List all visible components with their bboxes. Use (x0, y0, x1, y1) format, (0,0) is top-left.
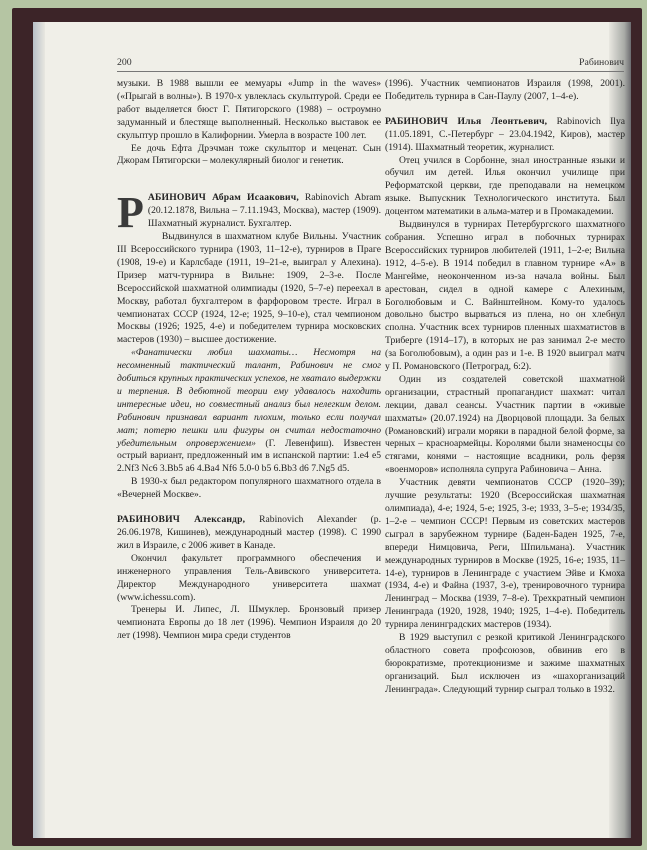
entry-paragraph: Тренеры И. Липес, Л. Шмуклер. Бронзовый призер чемпионата Европы до 18 лет (1996). Чемпион Израиля до 20 лет (1998). Чемпион мира среди студентов (117, 604, 381, 642)
entry-paragraph: Участник девяти чемпионатов СССР (1920–39); лучшие результаты: 1920 (Всероссийская шахматная олимпиада), 4-е; 1924, 5-е; 1925, 3-е; 1933, 3–5-е; 1934/35, 1–2-е – чемпион СССР! Первым из советских мастеров сыграл в зарубежном турнире (Баден-Баден 1925, 7-е, впереди Нимцовича, Реги, Шпильмана). Участник международных турниров в Москве (1925, 16-е; 1935, 11–14-е), турниров в Ленинграде с участием Эйве и Кмоха (1934, 4-е) и Файна (1937, 3-е), тренировочного турнира Ленинград – Москва (1939, 7–8-е). Трехкратный чемпион Ленинграда (1920, 1928, 1940; 1925, 1–4-е). Победитель турнира ленинградских мастеров (1934). (385, 477, 625, 631)
entry-lead: Rabinovich Ilya (11.05.1891, С.-Петербург – 23.04.1942, Киров), мастер (1914). Шахматный теоретик, журналист. (385, 115, 625, 153)
entry-quote: «Фанатически любил шахматы… Несмотря на несомненный тактический талант, Рабинович не смог добиться крупных практических успехов, не хватало выдержки и терпения. В дебютной теории ему удавалось находить интересные идеи, но совместный анализ был нелегким делом. Рабинович признавал вариант плохим, только если получал мат; потерю пешки или фигуры он считал недостаточно убедительным опровержением» (117, 347, 381, 449)
entry-alexander-rabinovich (117, 514, 381, 643)
entry-ilya-rabinovich (385, 116, 625, 697)
drop-cap: Р (117, 188, 144, 238)
entry-lead: Rabinovich Abram (20.12.1878, Вильна – 7.11.1943, Москва), мастер (1909). Шахматный журналист. Бухгалтер. (147, 192, 382, 230)
page-number: 200 (117, 57, 132, 68)
entry-paragraph: В 1929 выступил с резкой критикой Ленинградского областного совета профсоюзов, обвинив его в бюрократизме, протекционизме и зажиме шахматных организаций. Был исключен из «шахорганизаций Ленинграда». Следующий турнир сыграл только в 1932. (385, 632, 625, 695)
entry-abram-rabinovich (117, 188, 382, 502)
entry-heading: РАБИНОВИЧ Илья Леонтьевич, (385, 115, 548, 127)
right-column (385, 78, 625, 697)
left-column (117, 78, 381, 643)
continuation-paragraph: (1996). Участник чемпионатов Израиля (1998, 2001). Победитель турнира в Сан-Паулу (2007, 1–4-е). (385, 78, 625, 102)
entry-paragraph: Один из создателей советской шахматной организации, страстный пропагандист шахмат: читал лекции, давал сеансы. Участник партии в «живые шахматы» (20.07.1924) на Дворцовой площади. За белых (Романовский) играли моряки в парадной белой форме, за черных – красноармейцы. Королями были знаменосцы со стягами, конями – настоящие всадники, роль ферзя «военморов» исполняла супруга Рабиновича – Анна. (385, 373, 625, 476)
running-head-title: Рабинович (579, 57, 624, 68)
intro-paragraph: музыки. В 1988 вышли ее мемуары «Jump in the waves» («Прыгай в волны»). В 1970-х увлеклась скульптурой. Среди ее работ выделяется бюст Г. Пятигорского (1988) – остроумно задуманный и блестяще выполненный. Несколько выставок ее скульптур прошло в Калифорнии. Умерла в возрасте 100 лет. (117, 78, 381, 141)
entry-paragraph: Отец учился в Сорбонне, знал иностранные языки и обучил им детей. Илья окончил училище при Реформатской церкви, где преподавали на немецком языке. Выпускник Технологического института. Был доцентом математики в альма-матер и в Промакадемии. (385, 154, 625, 218)
entry-paragraph: Окончил факультет программного обеспечения и инженерного управления Тель-Авивского университета. Директор Международного университета шахмат (www.ichessu.com). (117, 552, 381, 603)
page-edge (33, 22, 45, 838)
entry-quote-tail: (Г. Левенфиш). Известен острый вариант, предложенный им в испанской партии: 1.e4 e5 2.Nf3 Nc6 3.Bb5 a6 4.Ba4 Nf6 5.0-0 b5 6.Bb3 d6 7.Ng5 d5. (117, 437, 381, 475)
intro-paragraph: Ее дочь Ефта Дрэчман тоже скульптор и меценат. Сын Джорам Пятигорски – молекулярный биолог и генетик. (117, 142, 381, 167)
entry-heading: АБИНОВИЧ Абрам Исаакович, (147, 192, 299, 204)
entry-lead: Rabinovich Alexander (р. 26.06.1978, Кишинев), международный мастер (1998). С 1990 жил в Израиле, с 2006 живет в Канаде. (117, 514, 381, 551)
entry-heading: РАБИНОВИЧ Александр, (117, 514, 246, 526)
entry-paragraph: Выдвинулся в турнирах Петербургского шахматного собрания. Успешно играл в побочных турнирах Всероссийских турниров любителей (1911, 1–2-е; Вильна 1912, 4–5-е). В 1914 победил в главном турнире «А» в Мангейме, неоконченном из-за начала войны. Был арестован, сидел в одной камере с Алехиным, Боголюбовым и С. Вайнштейном. Кому-то удалось довольно быстро вырваться из плена, но он хлебнул сполна. Участник всех турниров пленных шахматистов в Триберге (1914–17), в которых не раз занимал 2-е место (за Боголюбовым), а один раз и 1-е. В 1920 выиграл матч у П. Романовского (Петроград, 6:2). (385, 219, 625, 373)
entry-paragraph: В 1930-х был редактором популярного шахматного отдела в «Вечерней Москве». (117, 476, 381, 501)
running-header (117, 57, 624, 72)
entry-paragraph: Выдвинулся в шахматном клубе Вильны. Участник III Всероссийского турнира (1903, 11–12-е), турниров в Праге (1908, 19-е) и Карлсбаде (1911, 19–21-е, выиграл у Алехина). Призер матч-турнира в Вильне: 1909, 2–3-е. После Всероссийской шахматной олимпиады (1920, 5–7-е) переехал в Москву, работал бухгалтером в фарфоровом тресте. Играл в чемпионатах СССР (1924, 12-е; 1925, 9–10-е), стал чемпионом Москвы (1926; 1925, 4-е) и победителем турнира московских мастеров (1930) – высшее достижение. (117, 231, 381, 346)
